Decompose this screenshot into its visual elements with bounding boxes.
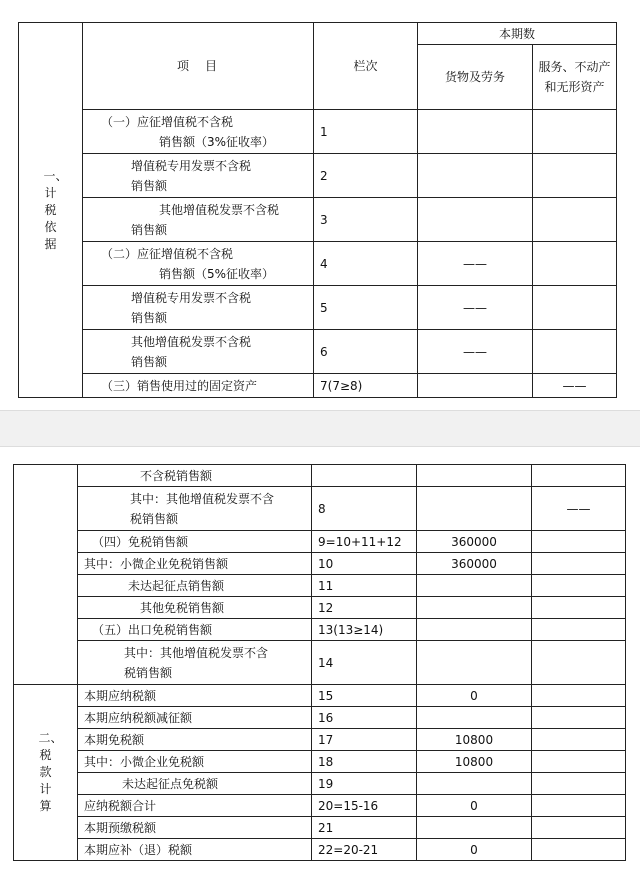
row-goods [417, 597, 532, 619]
row-services [532, 729, 626, 751]
table-row [14, 575, 626, 597]
row-goods [418, 374, 533, 398]
row-item-line1: 其中：其他增值税发票不含 [124, 645, 269, 660]
row-item-line1: 本期应纳税额减征额 [84, 710, 193, 725]
header-item: 项 目 [83, 23, 314, 110]
row-item [78, 795, 312, 817]
row-services [532, 641, 626, 685]
table-row [14, 597, 626, 619]
row-item-line1: 其中：其他增值税发票不含 [130, 491, 275, 506]
row-item-line2: 税销售额 [130, 511, 179, 526]
row-col: 13(13≥14) [312, 619, 417, 641]
lower-table-panel [0, 446, 640, 885]
row-goods: 10800 [417, 729, 532, 751]
row-services [533, 242, 617, 286]
row-item-line2: 销售额 [131, 354, 168, 369]
row-item [78, 597, 312, 619]
row-col: 3 [314, 198, 418, 242]
row-item-line1: 其他增值税发票不含税 [159, 202, 280, 217]
row-item-line1: 本期预缴税额 [84, 820, 157, 835]
row-col: 1 [314, 110, 418, 154]
row-item-line1: 本期应补（退）税额 [84, 842, 193, 857]
table-row [14, 465, 626, 487]
row-services [532, 751, 626, 773]
row-col: 14 [312, 641, 417, 685]
row-item-line2: 销售额 [131, 310, 168, 325]
row-goods [417, 465, 532, 487]
row-services [533, 330, 617, 374]
row-col: 8 [312, 487, 417, 531]
table-row [19, 330, 617, 374]
row-item-line1: 不含税销售额 [140, 468, 213, 483]
row-item-line1: 其他免税销售额 [140, 600, 225, 615]
row-services [532, 465, 626, 487]
table-row [14, 817, 626, 839]
row-col: 2 [314, 154, 418, 198]
row-services: —— [533, 374, 617, 398]
table-row [14, 619, 626, 641]
row-col: 5 [314, 286, 418, 330]
row-goods: —— [418, 330, 533, 374]
section1-continued [14, 465, 78, 685]
table-row [14, 707, 626, 729]
row-goods: 0 [417, 685, 532, 707]
section2-text: 二、税款计算 [38, 731, 63, 813]
row-col: 16 [312, 707, 417, 729]
table-row [14, 641, 626, 685]
row-item [78, 641, 312, 685]
table-row [14, 839, 626, 861]
row-goods [417, 707, 532, 729]
header-row-1 [19, 23, 617, 45]
header-current-period: 本期数 [418, 23, 617, 45]
row-col: 10 [312, 553, 417, 575]
table-row [19, 110, 617, 154]
table-row [14, 795, 626, 817]
row-item-line2: 税销售额 [124, 665, 173, 680]
row-item-line1: 增值税专用发票不含税 [131, 158, 252, 173]
row-goods: 0 [417, 795, 532, 817]
table-row [19, 154, 617, 198]
row-item-line2: 销售额 [131, 222, 168, 237]
row-item [78, 707, 312, 729]
row-services [532, 839, 626, 861]
table-row [14, 751, 626, 773]
table-row [14, 487, 626, 531]
row-col [312, 465, 417, 487]
row-item [78, 729, 312, 751]
row-goods [417, 817, 532, 839]
row-item-line1: 其他增值税发票不含税 [131, 334, 252, 349]
row-item [83, 110, 314, 154]
row-goods [417, 619, 532, 641]
row-col: 20=15-16 [312, 795, 417, 817]
row-col: 17 [312, 729, 417, 751]
row-col: 15 [312, 685, 417, 707]
row-col: 7(7≥8) [314, 374, 418, 398]
row-goods [417, 575, 532, 597]
header-services [533, 45, 617, 110]
row-item-line1: 未达起征点免税额 [122, 776, 219, 791]
row-goods [417, 773, 532, 795]
row-item [83, 154, 314, 198]
row-item-line1: 未达起征点销售额 [128, 578, 225, 593]
row-item-line1: 其中：小微企业免税销售额 [84, 556, 229, 571]
row-item [78, 773, 312, 795]
row-services [532, 619, 626, 641]
tax-basis-table [18, 22, 617, 398]
row-item-line1: 本期免税额 [84, 732, 145, 747]
table-row [14, 773, 626, 795]
row-services [533, 198, 617, 242]
table-row [19, 198, 617, 242]
row-goods [418, 198, 533, 242]
row-item-line1: 增值税专用发票不含税 [131, 290, 252, 305]
row-col: 11 [312, 575, 417, 597]
row-item [78, 817, 312, 839]
row-item [83, 198, 314, 242]
row-item [78, 685, 312, 707]
table-row [19, 374, 617, 398]
table-row [19, 286, 617, 330]
row-services [533, 154, 617, 198]
table-row [14, 531, 626, 553]
row-col: 21 [312, 817, 417, 839]
row-services [532, 707, 626, 729]
row-services [532, 553, 626, 575]
row-item-line1: （四）免税销售额 [92, 534, 189, 549]
row-goods: —— [418, 242, 533, 286]
section1-label [19, 23, 83, 398]
row-goods [417, 487, 532, 531]
row-item [83, 286, 314, 330]
row-goods [417, 641, 532, 685]
row-item [78, 839, 312, 861]
row-item [78, 575, 312, 597]
row-col: 18 [312, 751, 417, 773]
row-services [533, 286, 617, 330]
row-item-line2: 销售额（5%征收率） [159, 266, 275, 281]
row-item-line2: 销售额（3%征收率） [159, 134, 275, 149]
row-col: 22=20-21 [312, 839, 417, 861]
row-item [83, 374, 314, 398]
row-goods: 360000 [417, 531, 532, 553]
row-services [532, 531, 626, 553]
row-item [78, 619, 312, 641]
row-item-line1: 其中：小微企业免税额 [84, 754, 205, 769]
row-services [532, 575, 626, 597]
header-col: 栏次 [314, 23, 418, 110]
row-services: —— [532, 487, 626, 531]
table-row [14, 553, 626, 575]
row-services [532, 597, 626, 619]
row-col: 4 [314, 242, 418, 286]
row-goods [418, 154, 533, 198]
upper-table-panel [0, 0, 640, 411]
row-item [78, 553, 312, 575]
row-item-line1: （三）销售使用过的固定资产 [101, 378, 258, 393]
row-goods: —— [418, 286, 533, 330]
row-item [78, 531, 312, 553]
row-col: 12 [312, 597, 417, 619]
row-col: 19 [312, 773, 417, 795]
row-services [532, 817, 626, 839]
table-row [19, 242, 617, 286]
row-item [78, 487, 312, 531]
row-item-line1: 本期应纳税额 [84, 688, 157, 703]
row-item [78, 465, 312, 487]
row-col: 6 [314, 330, 418, 374]
row-goods [418, 110, 533, 154]
row-item [83, 242, 314, 286]
header-goods: 货物及劳务 [418, 45, 533, 110]
row-item-line2: 销售额 [131, 178, 168, 193]
tax-calculation-table [13, 464, 626, 861]
row-services [533, 110, 617, 154]
row-item-line1: （一）应征增值税不含税 [101, 114, 234, 129]
row-item-line1: 应纳税额合计 [84, 798, 157, 813]
row-services [532, 685, 626, 707]
row-item [78, 751, 312, 773]
row-services [532, 795, 626, 817]
row-item [83, 330, 314, 374]
row-item-line1: （五）出口免税销售额 [92, 622, 213, 637]
row-goods: 0 [417, 839, 532, 861]
row-services [532, 773, 626, 795]
table-row [14, 685, 626, 707]
table-row [14, 729, 626, 751]
section1-text: 一、计税依据 [43, 168, 68, 251]
row-goods: 360000 [417, 553, 532, 575]
row-col: 9=10+11+12 [312, 531, 417, 553]
row-item-line1: （二）应征增值税不含税 [101, 246, 234, 261]
row-goods: 10800 [417, 751, 532, 773]
header-services-text: 服务、不动产和无形资产 [538, 60, 611, 94]
section2-label [14, 685, 78, 861]
